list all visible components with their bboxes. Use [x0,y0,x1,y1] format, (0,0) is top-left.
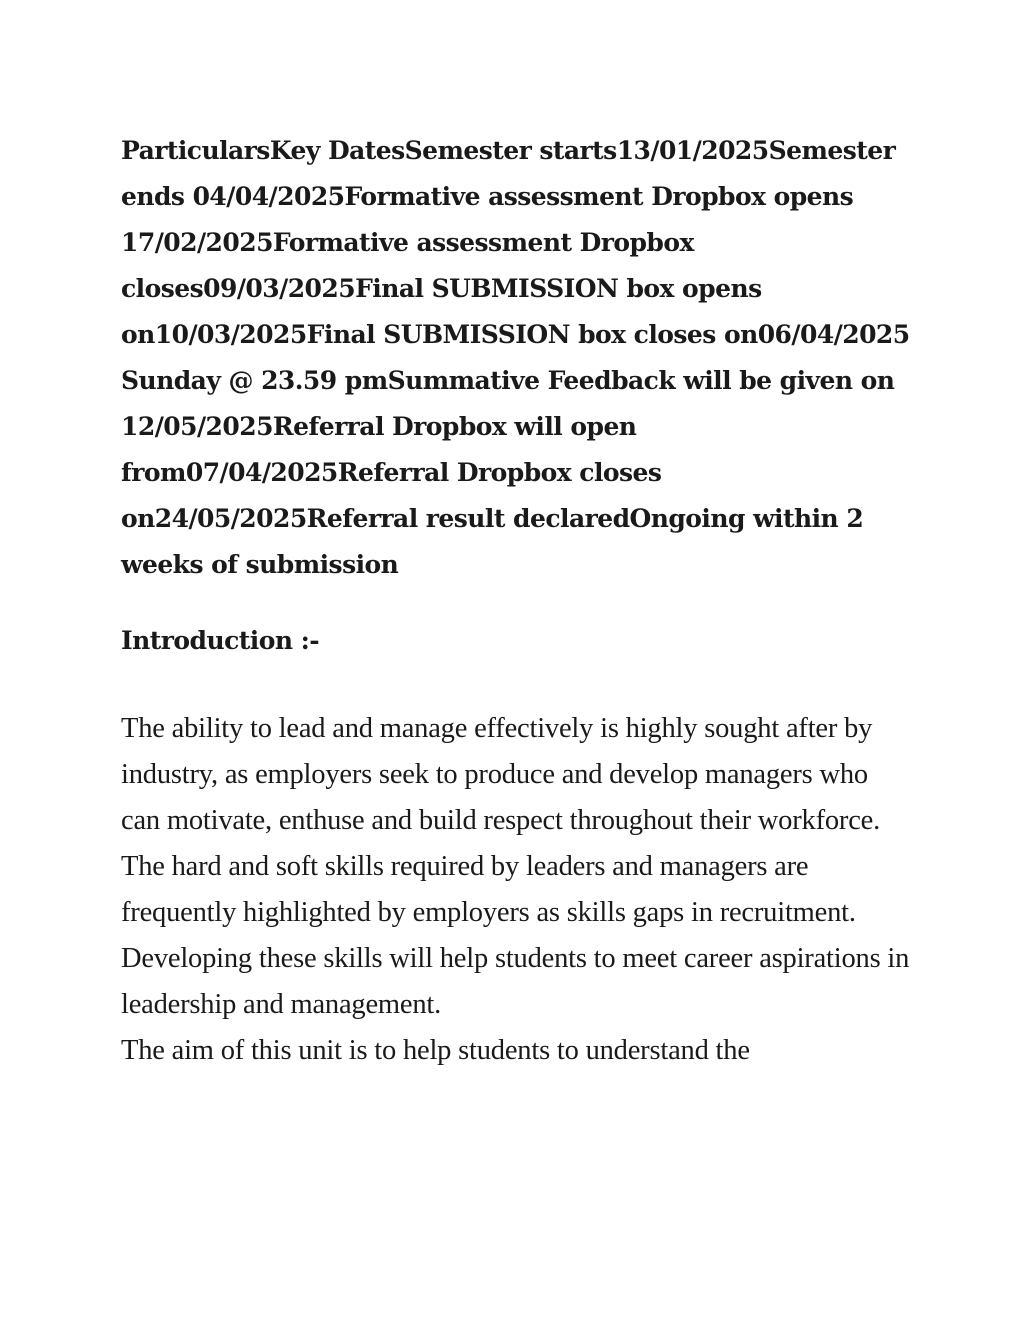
document-content [121,128,911,1074]
key-dates-paragraph: ParticularsKey DatesSemester starts13/01/2025Semester ends 04/04/2025Formative assessment Dropbox opens 17/02/2025Formative assessment Dropbox closes09/03/2025Final SUBMISSION box opens on10/03/2025Final SUBMISSION box closes on06/04/2025 Sunday @ 23.59 pmSummative Feedback will be given on 12/05/2025Referral Dropbox will open from07/04/2025Referral Dropbox closes on24/05/2025Referral result declaredOngoing within 2 weeks of submission [121,136,910,579]
introduction-paragraph: The ability to lead and manage effectively is highly sought after by industry, as employers seek to produce and develop managers who can motivate, enthuse and build respect throughout their workforce. The hard and soft skills required by leaders and managers are frequently highlighted by employers as skills gaps in recruitment. Developing these skills will help students to meet career aspirations in leadership and management. [121,713,910,1020]
introduction-heading: Introduction :- [121,626,320,655]
aim-paragraph: The aim of this unit is to help students to understand the [121,1035,750,1066]
